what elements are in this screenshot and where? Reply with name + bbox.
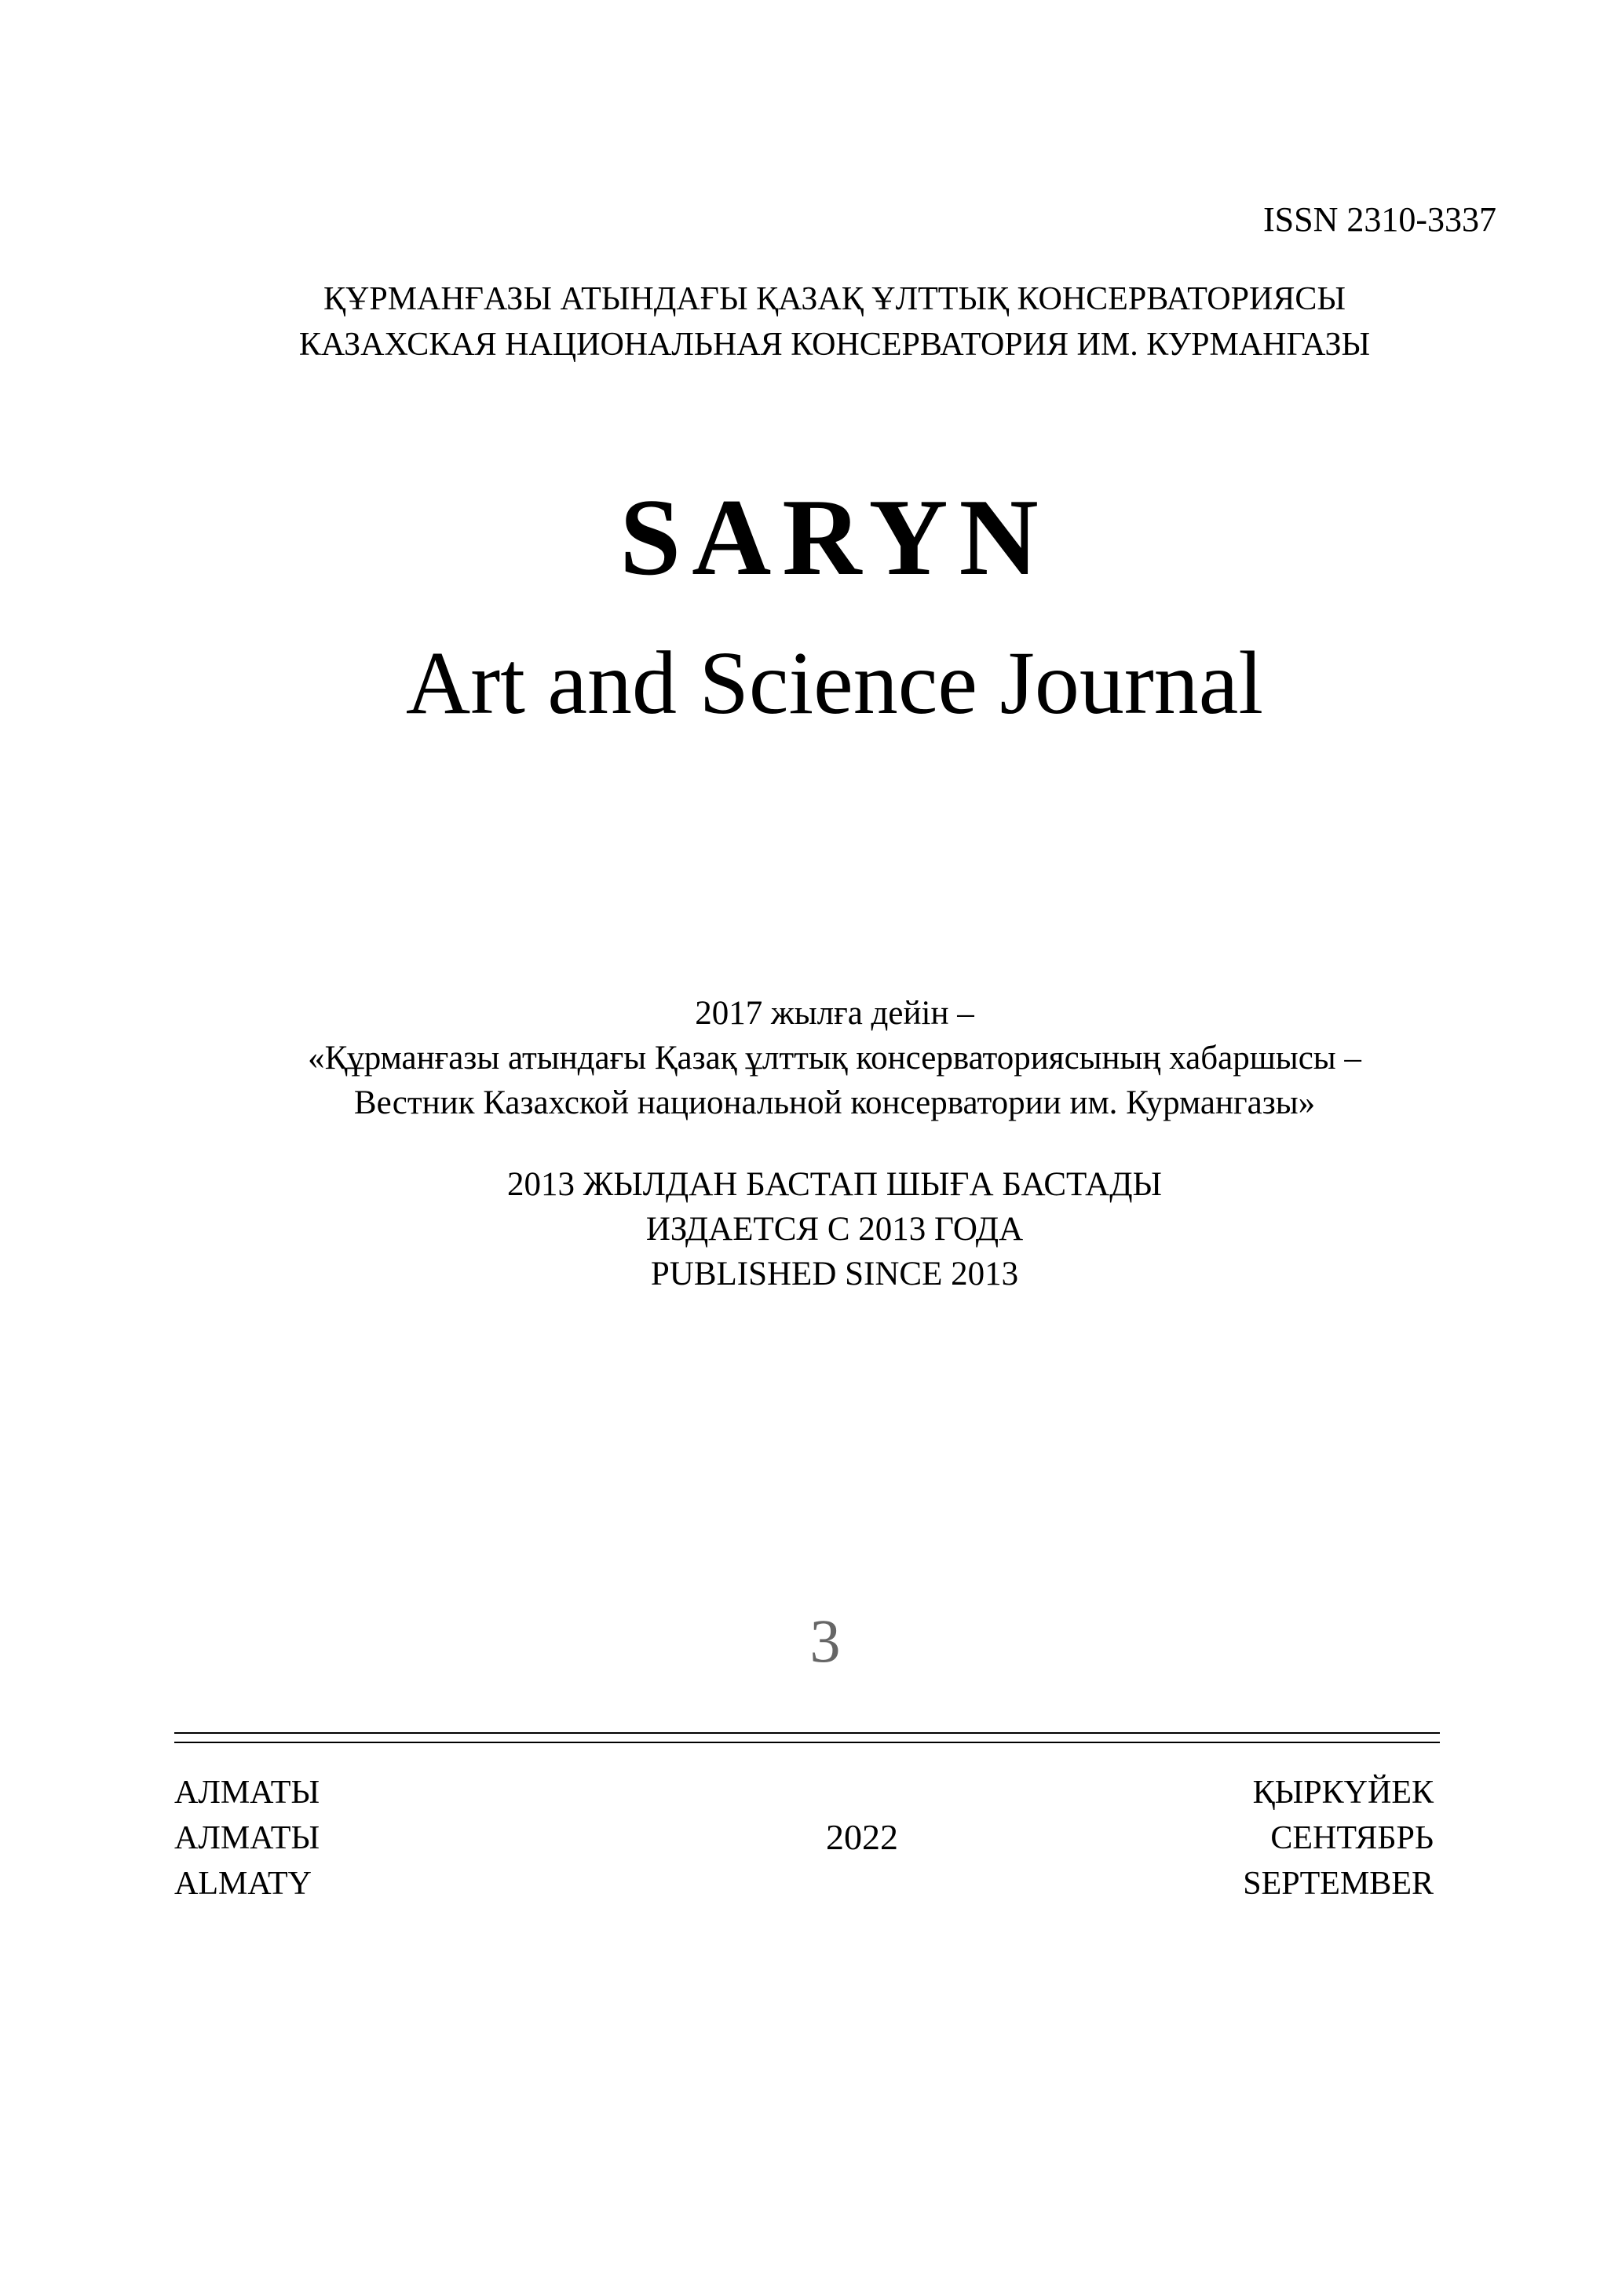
footer-year: 2022 <box>826 1817 898 1857</box>
city-kk: АЛМАТЫ <box>174 1775 320 1811</box>
published-since-line: 2013 ЖЫЛДАН БАСТАП ШЫҒА БАСТАДЫ <box>506 1166 1163 1203</box>
city-ru: АЛМАТЫ <box>174 1820 320 1856</box>
month-kk: ҚЫРКҮЙЕК <box>1252 1775 1434 1811</box>
history-line: Вестник Казахской национальной консерватории им. Курмангазы» <box>353 1084 1316 1121</box>
issn-label: ISSN 2310-3337 <box>1262 200 1496 239</box>
published-since-line: PUBLISHED SINCE 2013 <box>650 1256 1019 1292</box>
institution-names <box>24 276 1622 367</box>
journal-subtitle: Art and Science Journal <box>405 633 1264 733</box>
published-since <box>24 1162 1622 1296</box>
issue-number: 3 <box>809 1607 841 1675</box>
month-en: SEPTEMBER <box>1243 1866 1434 1902</box>
institution-name-ru: КАЗАХСКАЯ НАЦИОНАЛЬНАЯ КОНСЕРВАТОРИЯ ИМ. КУРМАНГАЗЫ <box>298 327 1371 363</box>
published-since-line: ИЗДАЕТСЯ С 2013 ГОДА <box>645 1211 1024 1248</box>
city-en: ALMATY <box>174 1866 312 1902</box>
footer-month <box>1243 1770 1434 1907</box>
month-ru: СЕНТЯБРЬ <box>1270 1820 1434 1856</box>
journal-history <box>24 991 1622 1125</box>
history-line: 2017 жылға дейін – <box>695 995 974 1032</box>
divider-top <box>174 1732 1440 1734</box>
institution-name-kk: ҚҰРМАНҒАЗЫ АТЫНДАҒЫ ҚАЗАҚ ҰЛТТЫҚ КОНСЕРВАТОРИЯСЫ <box>323 281 1346 317</box>
journal-title: SARYN <box>619 477 1050 598</box>
history-line: «Құрманғазы атындағы Қазақ ұлттық консерваториясының хабаршысы – <box>308 1040 1361 1077</box>
divider-bottom <box>174 1742 1440 1743</box>
